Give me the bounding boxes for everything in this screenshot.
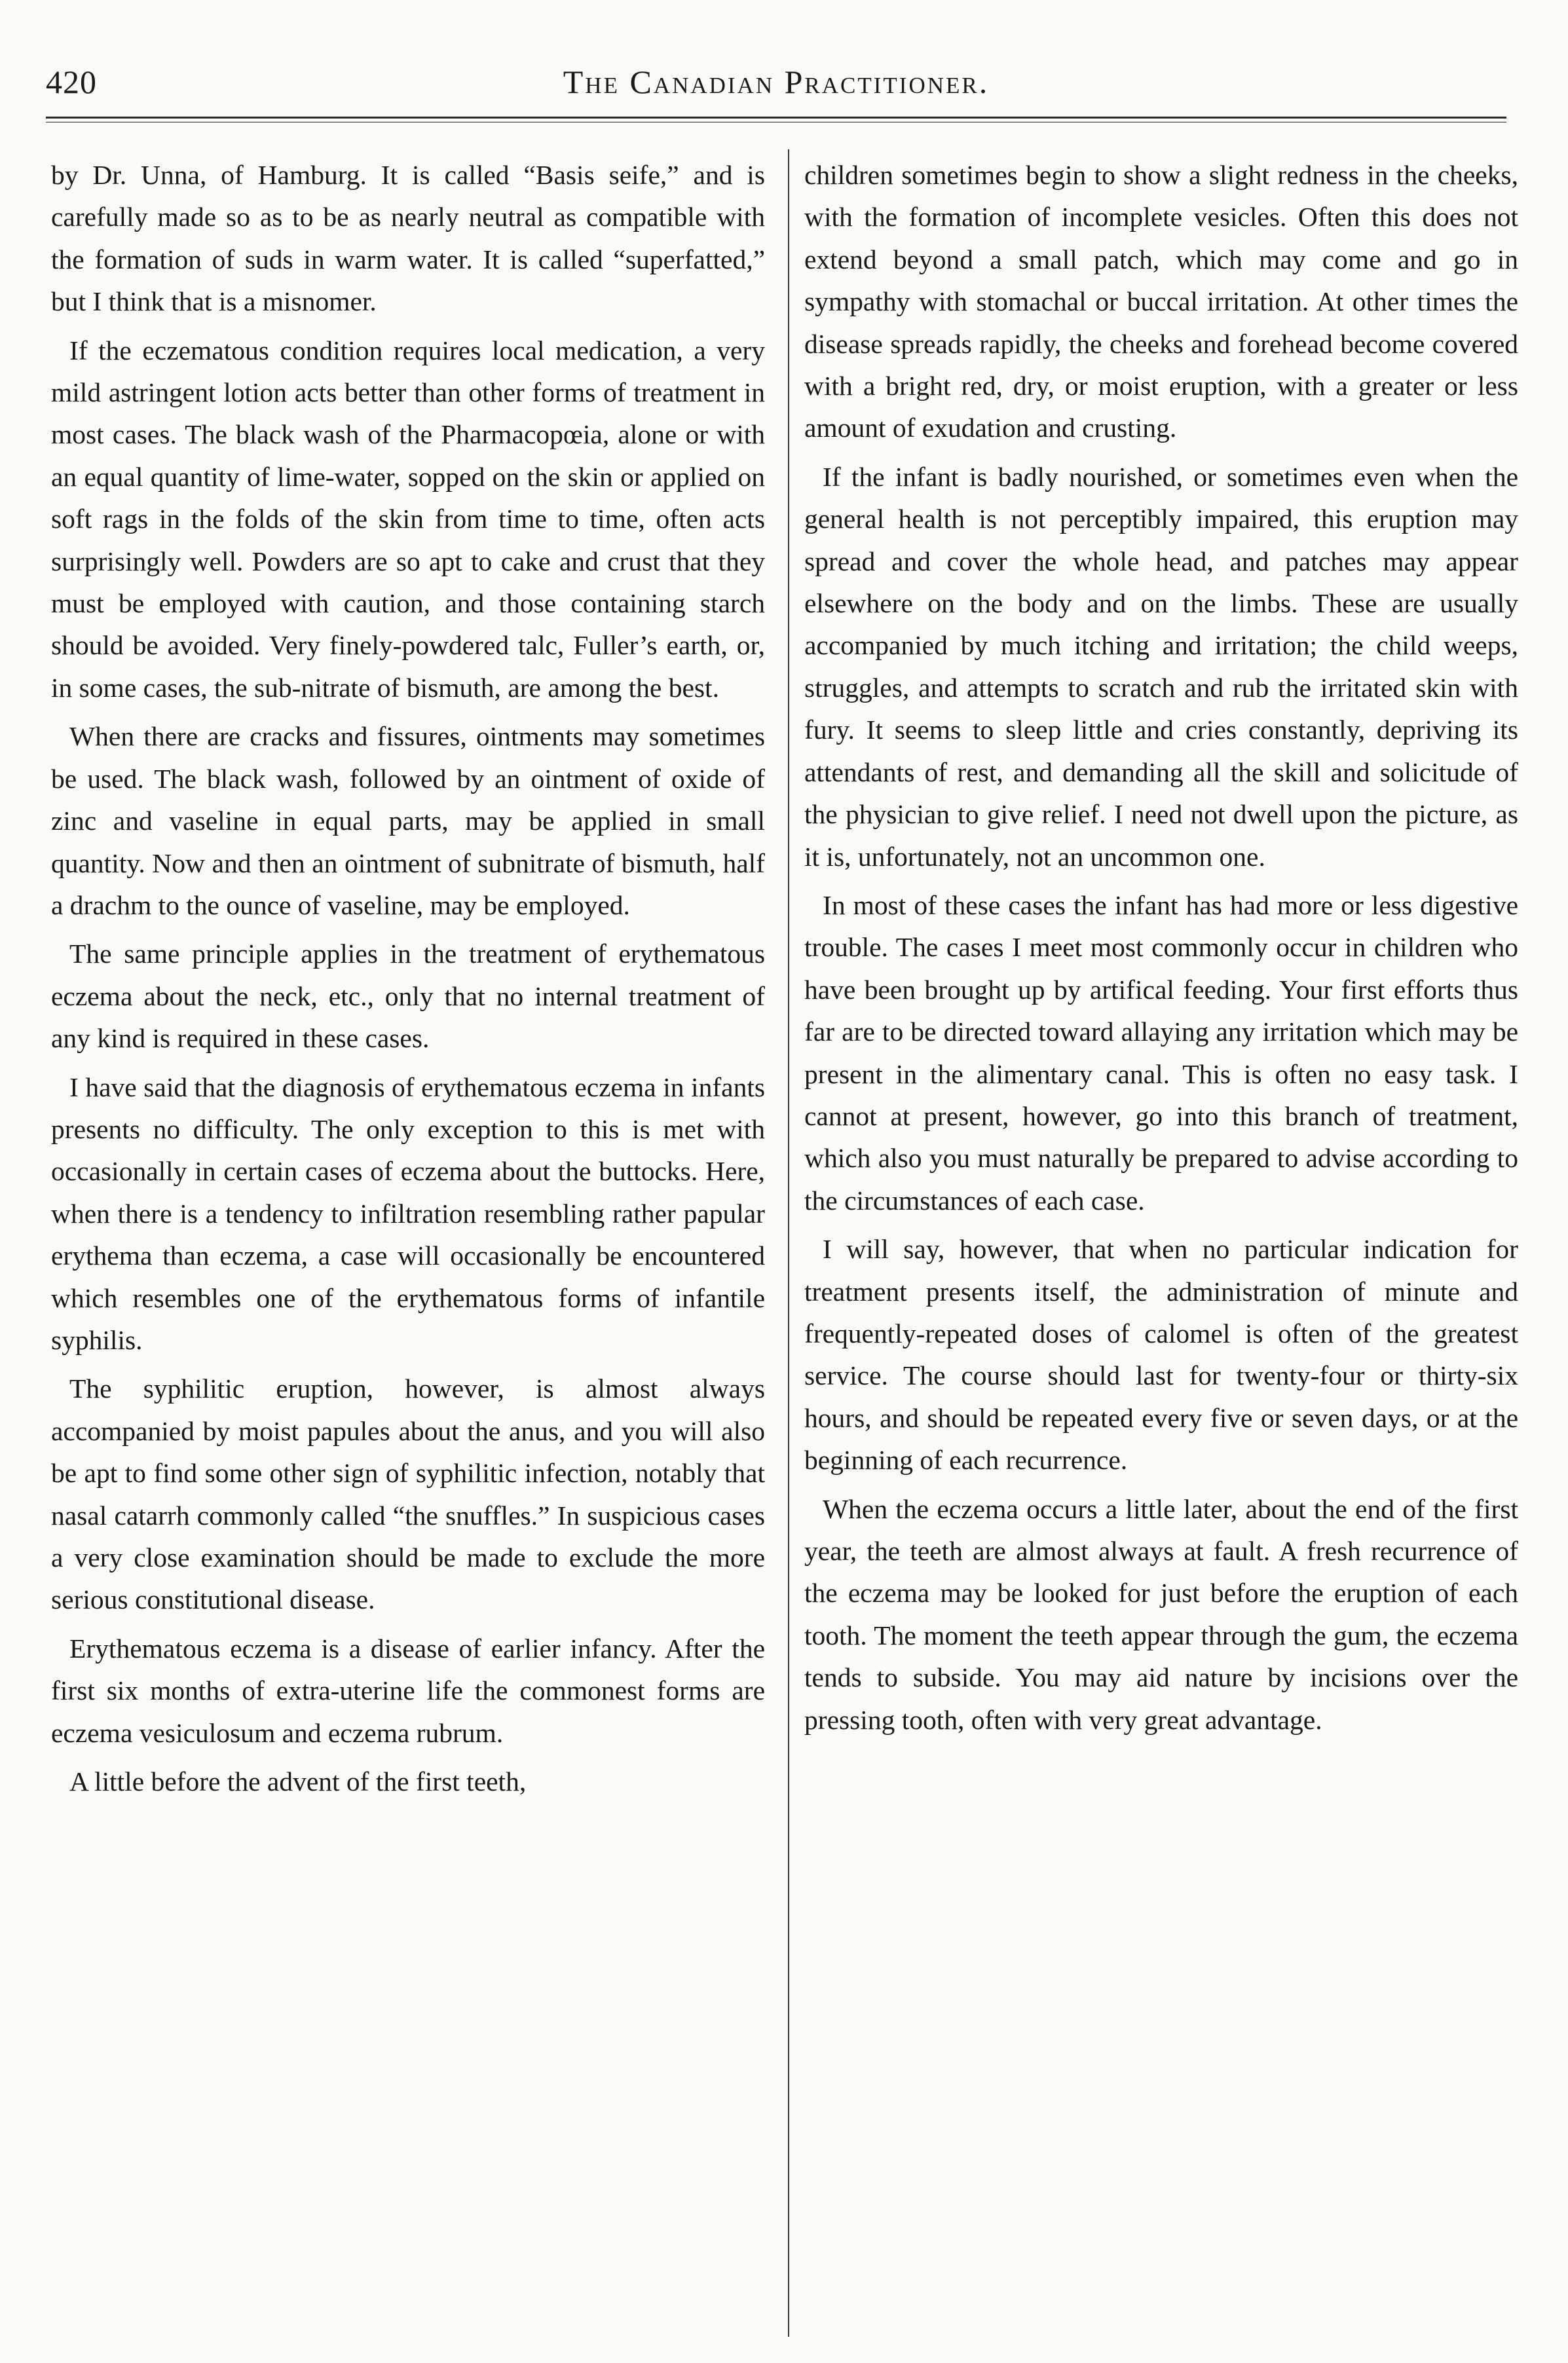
paragraph: If the eczematous condition requires local medication, a very mild astringent lotion acts better than other forms of treatment in most cases. The black wash of the Pharmacopœia, alone or with an equal quantity of lime-water, sopped on the skin or applied on soft rags in the folds of the skin from time to time, often acts surprisingly well. Powders are so apt to cake and crust that they must be employed with caution, and those containing starch should be avoided. Very finely-powdered talc, Fuller’s earth, or, in some cases, the sub-nitrate of bismuth, are among the best.: [51, 335, 765, 703]
paragraph: When there are cracks and fissures, ointments may sometimes be used. The black wash, followed by an ointment of oxide of zinc and vaseline in equal parts, may be applied in small quantity. Now and then an ointment of subnitrate of bismuth, half a drachm to the ounce of vaseline, may be employed.: [51, 721, 765, 920]
page-number: 420: [46, 64, 97, 100]
running-title: The Canadian Practitioner.: [563, 64, 990, 100]
paragraph: In most of these cases the infant has had more or less digestive trouble. The cases I meet most commonly occur in children who have been brought up by artifical feeding. Your first efforts thus far are to be directed toward allaying any irritation which may be present in the alimentary canal. This is often no easy task. I cannot at present, however, go into this branch of treatment, which also you must naturally be prepared to advise according to the circumstances of each case.: [804, 889, 1518, 1216]
paragraph: by Dr. Unna, of Hamburg. It is called “Basis seife,” and is carefully made so as to be as nearly neutral as compatible with the formation of suds in warm water. It is called “superfatted,” but I think that is a misnomer.: [51, 160, 765, 317]
paragraph: A little before the advent of the first teeth,: [69, 1766, 527, 1797]
column-divider: [788, 149, 789, 2337]
right-column: [804, 154, 1518, 2341]
paragraph: I will say, however, that when no particular indication for treatment presents itself, the administration of minute and frequently-repeated doses of calomel is often of the greatest service. The course should last for twenty-four or thirty-six hours, and should be repeated every five or seven days, or at the beginning of each recurrence.: [804, 1234, 1518, 1476]
paragraph: If the infant is badly nourished, or sometimes even when the general health is not perceptibly impaired, this eruption may spread and cover the whole head, and patches may appear elsewhere on the body and on the limbs. These are usually accompanied by much itching and irritation; the child weeps, struggles, and attempts to scratch and rub the irritated skin with fury. It seems to sleep little and cries constantly, depriving its attendants of rest, and demanding all the skill and solicitude of the physician to give relief. I need not dwell upon the picture, as it is, unfortunately, not an uncommon one.: [804, 461, 1518, 872]
paragraph: When the eczema occurs a little later, about the end of the first year, the teeth are almost always at fault. A fresh recurrence of the eczema may be looked for just before the eruption of each tooth. The moment the teeth appear through the gum, the eczema tends to subside. You may aid nature by incisions over the pressing tooth, often with very great advantage.: [804, 1493, 1518, 1735]
paragraph: children sometimes begin to show a slight redness in the cheeks, with the formation of incomplete vesicles. Often this does not extend beyond a small patch, which may come and go in sympathy with stomachal or buccal irritation. At other times the disease spreads rapidly, the cheeks and forehead become covered with a bright red, dry, or moist eruption, with a greater or less amount of exudation and crusting.: [804, 160, 1518, 443]
page-header: [46, 63, 1506, 109]
header-rule: [46, 117, 1506, 119]
paragraph: The syphilitic eruption, however, is almost always accompanied by moist papules about the anus, and you will also be apt to find some other sign of syphilitic infection, notably that nasal catarrh commonly called “the snuffles.” In suspicious cases a very close examination should be made to exclude the more serious constitutional disease.: [51, 1373, 765, 1615]
paragraph: Erythematous eczema is a disease of earlier infancy. After the first six months of extra-uterine life the commonest forms are eczema vesiculosum and eczema rubrum.: [51, 1633, 765, 1748]
paragraph: The same principle applies in the treatment of erythematous eczema about the neck, etc., only that no internal treatment of any kind is required in these cases.: [51, 939, 765, 1054]
left-column: [51, 154, 765, 2341]
paragraph: I have said that the diagnosis of erythematous eczema in infants presents no difficulty. The only exception to this is met with occasionally in certain cases of eczema about the buttocks. Here, when there is a tendency to infiltration resembling rather papular erythema than eczema, a case will occasionally be encountered which resembles one of the erythematous forms of infantile syphilis.: [51, 1071, 765, 1355]
